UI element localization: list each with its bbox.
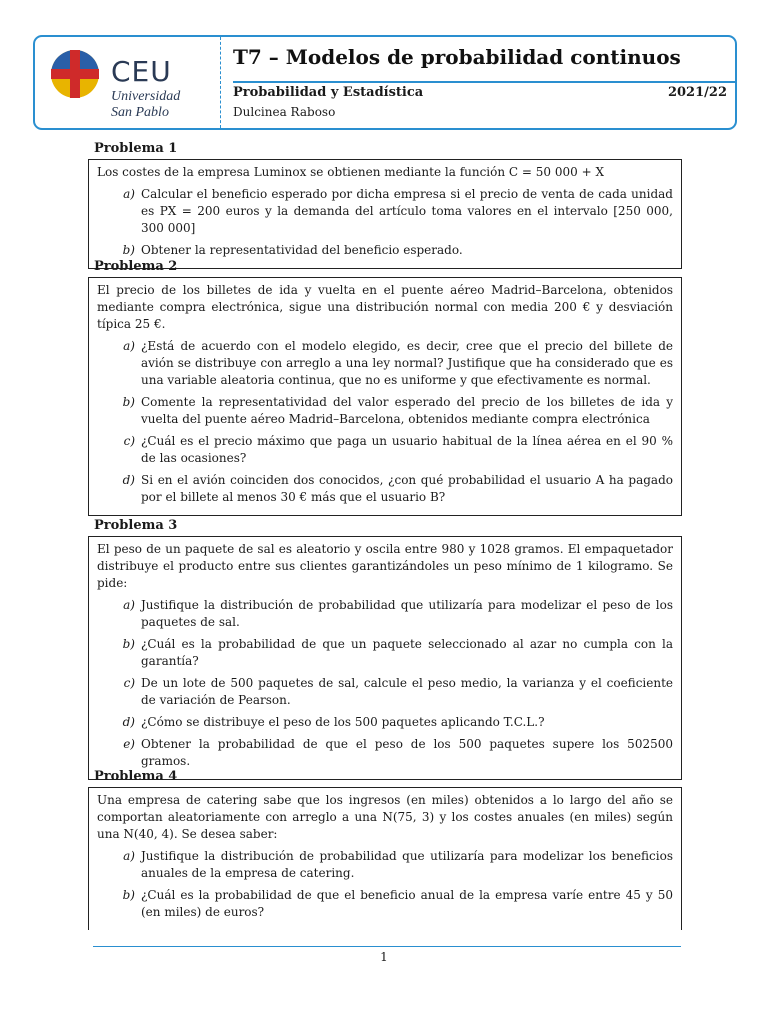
author-label: Dulcinea Raboso xyxy=(233,105,336,119)
problem-box xyxy=(88,277,682,516)
problem-3 xyxy=(88,518,682,780)
year-label: 2021/22 xyxy=(667,85,727,100)
problem-title: Problema 4 xyxy=(94,769,178,784)
list-item: a) Calcular el beneficio esperado por dicha empresa si el precio de venta de cada unidad es PX = 200 euros y la demanda del artículo toma valores en el intervalo [250 000, 300 000] xyxy=(123,187,673,235)
subject-label: Probabilidad y Estadística xyxy=(233,85,424,100)
list-item: b) Comente la representatividad del valor esperado del precio de los billetes de ida y vuelta del puente aéreo Madrid–Barcelona, obtenidos mediante compra electrónica xyxy=(122,395,673,426)
footer-rule xyxy=(93,946,681,947)
problem-4 xyxy=(88,769,682,930)
list-item: b) ¿Cuál es la probabilidad de que un paquete seleccionado al azar no cumpla con la garantía? xyxy=(122,637,673,668)
problem-intro: El precio de los billetes de ida y vuelta en el puente aéreo Madrid–Barcelona, obtenidos mediante compra electrónica, sigue una distribución normal con media 200 € y desviación típica 25 €. xyxy=(97,283,673,331)
list-item: b) ¿Cuál es la probabilidad de que el beneficio anual de la empresa varíe entre 45 y 50 (en miles) de euros? xyxy=(122,888,673,919)
list-item: d) ¿Cómo se distribuye el peso de los 500 paquetes aplicando T.C.L.? xyxy=(122,715,545,729)
problem-title: Problema 1 xyxy=(94,141,178,156)
list-item: e) Obtener la probabilidad de que el peso de los 500 paquetes supere los 502500 gramos. xyxy=(123,737,673,768)
problem-title: Problema 2 xyxy=(94,259,178,274)
problem-2 xyxy=(88,259,682,516)
page-title: T7 – Modelos de probabilidad continuos xyxy=(233,45,681,69)
list-item: a) ¿Está de acuerdo con el modelo elegido, es decir, cree que el precio del billete de avión se distribuye con arreglo a una ley normal? Justifique que ha considerado que es una variable aleatoria continua, que no es uniforme y que efectivamente es normal. xyxy=(123,339,673,387)
logo-subtitle xyxy=(111,89,180,121)
title-rule xyxy=(233,81,735,83)
ceu-logo-icon xyxy=(50,49,100,99)
logo-name: CEU xyxy=(111,55,172,88)
list-item: c) ¿Cuál es el precio máximo que paga un usuario habitual de la línea aérea en el 90 % de las ocasiones? xyxy=(123,434,673,465)
list-item: d) Si en el avión coinciden dos conocidos, ¿con qué probabilidad el usuario A ha pagado por el billete al menos 30 € más que el usuario B? xyxy=(122,473,673,504)
problem-box xyxy=(88,536,682,780)
document-header xyxy=(33,35,737,130)
problem-intro: El peso de un paquete de sal es aleatorio y oscila entre 980 y 1028 gramos. El empaquetador distribuye el producto entre sus clientes garantizándoles un peso mínimo de 1 kilogramo. Se pide: xyxy=(97,542,673,590)
logo-line-1: Universidad xyxy=(111,89,181,104)
problem-1 xyxy=(88,141,682,269)
problem-box xyxy=(88,159,682,269)
header-divider xyxy=(220,37,221,128)
list-item: a) Justifique la distribución de probabilidad que utilizaría para modelizar los beneficios anuales de la empresa de catering. xyxy=(123,849,673,880)
problem-intro: Una empresa de catering sabe que los ingresos (en miles) obtenidos a lo largo del año se comportan aleatoriamente con arreglo a una N(75, 3) y los costes anuales (en miles) según una N(40, 4). Se desea saber: xyxy=(97,793,673,841)
problem-box xyxy=(88,787,682,930)
logo-line-2: San Pablo xyxy=(111,105,169,120)
list-item: c) De un lote de 500 paquetes de sal, calcule el peso medio, la varianza y el coeficiente de variación de Pearson. xyxy=(123,676,673,707)
page-number: 1 xyxy=(380,950,388,964)
list-item: b) Obtener la representatividad del beneficio esperado. xyxy=(122,243,463,257)
list-item: a) Justifique la distribución de probabilidad que utilizaría para modelizar el peso de los paquetes de sal. xyxy=(123,598,673,629)
problem-title: Problema 3 xyxy=(94,518,178,533)
problem-intro: Los costes de la empresa Luminox se obtienen mediante la función C = 50 000 + X xyxy=(97,165,604,179)
